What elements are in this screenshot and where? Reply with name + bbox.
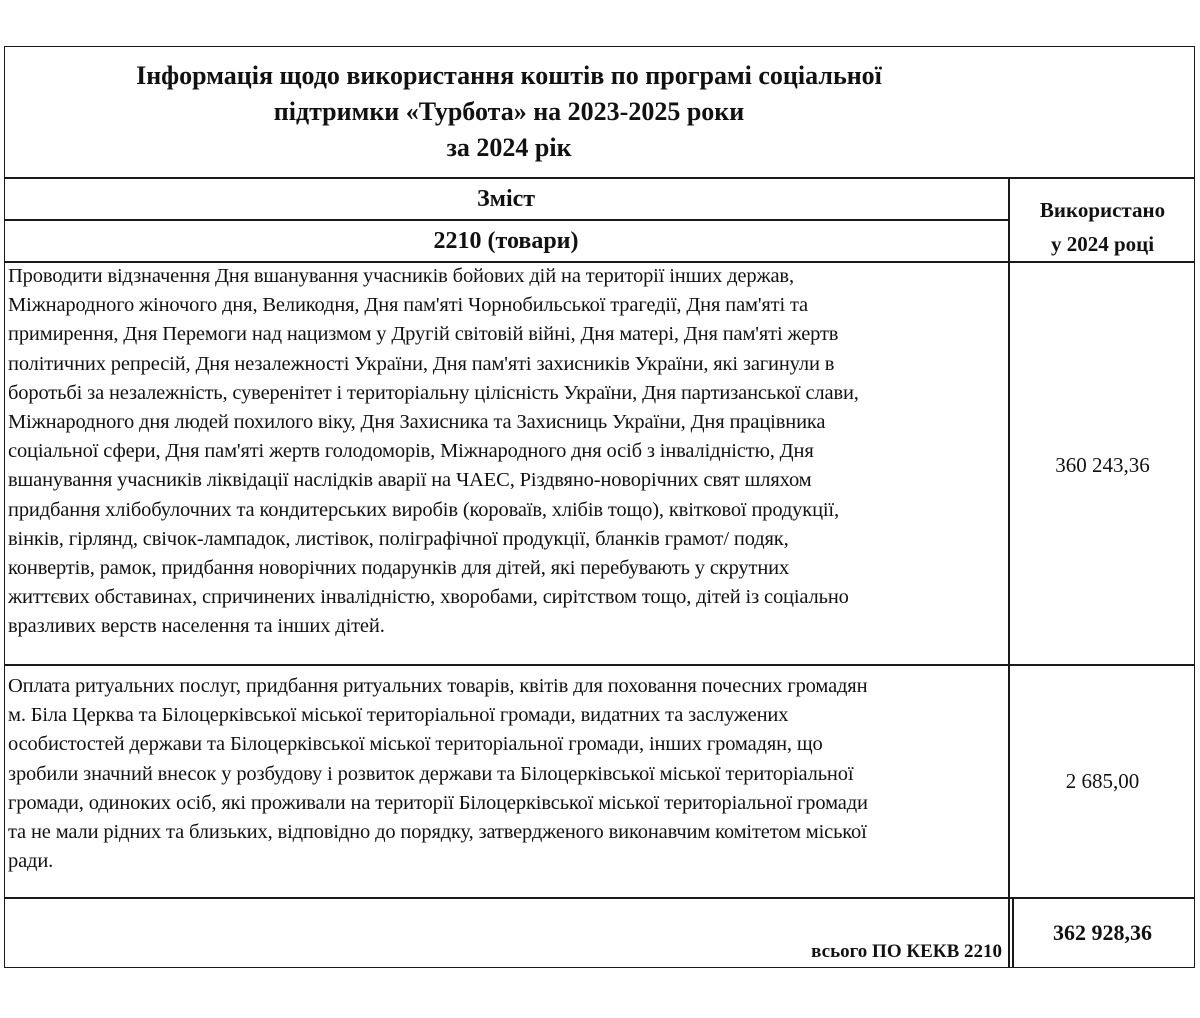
row-1-line: Міжнародного жіночого дня, Великодня, Дня пам'яті Чорнобильської трагедії, Дня пам'яті та [8,294,809,317]
used-header-line-2: у 2024 році [1050,232,1155,256]
category-header: 2210 (товари) [433,228,579,254]
row-1-line: придбання хлібобулочних та кондитерських виробів (короваїв, хлібів тощо), квіткової продукції, [8,498,839,521]
document-title [4,58,1014,166]
used-header-line-1: Використано [1039,198,1166,222]
row-1-line: боротьбі за незалежність, суверенітет і територіальну цілісність України, Дня партизанської слави, [8,381,859,404]
row-2-line: м. Біла Церква та Білоцерківської міської територіальної громади, видатних та заслужених [8,704,789,727]
row-1-amount: 360 243,36 [1055,453,1150,477]
row-1-line: соціальної сфери, Дня пам'яті жертв голодоморів, Міжнародного дня осіб з інвалідністю, Дня [8,440,814,463]
rule-below-row-1 [4,664,1195,666]
row-1-line: Проводити відзначення Дня вшанування учасників бойових дій на території інших держав, [8,265,794,287]
title-line-2: підтримки «Турбота» на 2023-2025 роки [273,97,745,126]
row-1-line: політичних репресій, Дня незалежності України, Дня пам'яті захисників України, які загинули в [8,352,835,375]
row-2-line: зробили значний внесок у розбудову і розвиток держави та Білоцерківської міської територіальної [8,762,854,785]
row-2-line: Оплата ритуальних послуг, придбання ритуальних товарів, квітів для поховання почесних громадян [8,675,868,697]
row-2-amount: 2 685,00 [1065,769,1140,793]
column-divider [1008,177,1010,968]
rule-below-content-label [4,219,1010,221]
content-column-header: Зміст [476,186,536,212]
row-2-line: ради. [8,850,54,873]
row-2-line: та не мали рідних та близьких, відповідно до порядку, затвердженого виконавчим комітетом міської [8,821,867,844]
row-2-line: особистостей держави та Білоцерківської міської територіальної громади, інших громадян, що [8,733,823,756]
row-1-line: вінків, гірлянд, свічок-лампадок, листівок, поліграфічної продукції, бланків грамот/ подяк, [8,527,789,550]
row-2-line: громади, одиноких осіб, які проживали на території Білоцерківської міської територіальної громади [8,791,868,814]
title-line-1: Інформація щодо використання коштів по програмі соціальної [136,61,882,90]
row-1-line: вшанування учасників ліквідації наслідків аварії на ЧАЕС, Різдвяно-новорічних свят шляхом [8,469,812,492]
total-amount: 362 928,36 [1053,920,1152,945]
row-1-line: життєвих обставинах, спричинених інвалідністю, хворобами, сирітством тощо, дітей із соціально [8,586,849,609]
total-label: всього ПО КЕКВ 2210 [811,941,1002,962]
row-1-line: примирення, Дня Перемоги над нацизмом у Другій світовій війні, Дня матері, Дня пам'яті жертв [8,323,839,346]
rule-below-title [4,177,1195,179]
title-line-3: за 2024 рік [446,133,572,162]
rule-below-row-2 [4,897,1195,899]
row-1-description [8,262,1008,642]
row-2-description [8,672,1008,876]
row-1-line: конвертів, рамок, придбання новорічних подарунків для дітей, які перебувають у скрутних [8,557,790,580]
used-column-header [1010,193,1195,261]
row-1-line: вразливих верств населення та інших дітей. [8,615,385,638]
row-1-line: Міжнародного дня людей похилого віку, Дня Захисника та Захисниць України, Дня працівника [8,411,826,434]
